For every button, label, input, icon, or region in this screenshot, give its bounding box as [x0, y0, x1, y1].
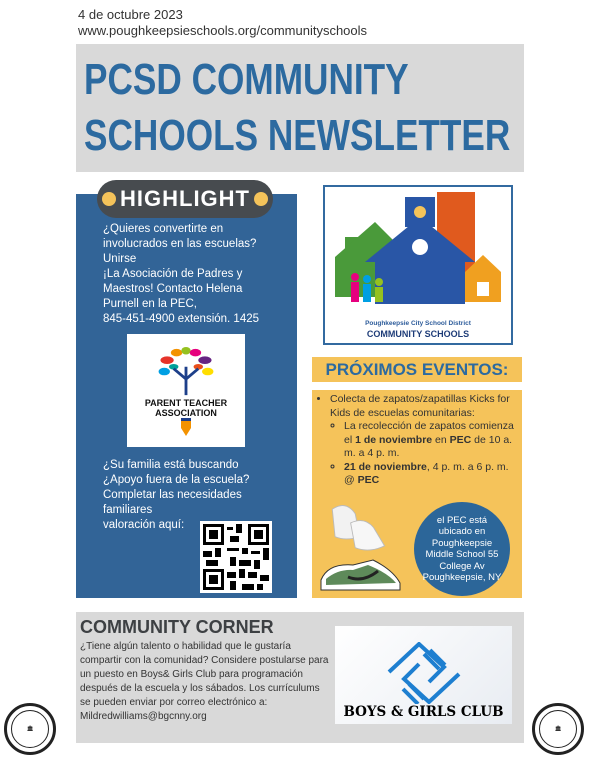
- text-line: ¿Quieres convertirte en: [103, 223, 224, 235]
- district-seal-left: [4, 703, 56, 755]
- event-item: [330, 393, 521, 488]
- seal-icon: 🏛: [11, 710, 49, 748]
- highlight-badge: [97, 180, 273, 218]
- community-corner-heading: COMMUNITY CORNER: [80, 617, 274, 637]
- text-line: familiares: [103, 504, 153, 516]
- page-title: [84, 52, 511, 164]
- dot-icon: [102, 192, 116, 206]
- location: PEC: [449, 433, 472, 446]
- text-line: 845-451-4900 extensión. 1425: [103, 313, 260, 325]
- text-line: ¿Su familia está buscando: [103, 459, 239, 471]
- school-building-icon: [325, 187, 511, 317]
- date: 1 de noviembre: [355, 433, 433, 446]
- text-line: Purnell en la PEC,: [103, 298, 197, 310]
- white-sneakers-image: [325, 500, 390, 555]
- location: PEC: [357, 474, 380, 486]
- text-line: Maestros! Contacto Helena: [103, 283, 243, 295]
- community-schools-logo: [323, 185, 513, 345]
- text-line: Completar las necesidades: [103, 489, 242, 501]
- highlight-label: HIGHLIGHT: [120, 186, 250, 211]
- pta-line-1: PARENT TEACHER: [144, 397, 228, 408]
- handshake-icon: [384, 642, 464, 704]
- pta-logo: [127, 334, 245, 447]
- text-line: valoración aquí:: [103, 519, 185, 531]
- location-badge: el PEC está ubicado en Poughkeepsie Middle School 55 College Av Poughkeepsie, NY: [414, 502, 510, 596]
- website-url[interactable]: www.poughkeepsieschools.org/communityschools: [78, 23, 368, 38]
- body-text: ¿Tiene algún talento o habilidad que le gustaría compartir con la comunidad? Considere postularse para un puesto en Boys& Girls Club para programación después de la escuela y los sábados. Los currículums se pueden enviar por correo electrónico a:: [80, 641, 329, 708]
- text: en: [432, 433, 450, 446]
- text: La recolección de zapatos comienza el: [344, 420, 514, 446]
- text-line: involucrados en las escuelas?: [103, 238, 257, 250]
- pta-tree-icon: [151, 346, 221, 398]
- seal-icon: 🏛: [539, 710, 577, 748]
- title-line-2: SCHOOLS NEWSLETTER: [84, 111, 511, 160]
- program-name: COMMUNITY SCHOOLS: [366, 329, 470, 339]
- time: , 4 p. m. a 6 p. m. @: [344, 460, 509, 486]
- text-line: Unirse: [103, 253, 137, 265]
- events-list: [316, 393, 521, 488]
- boys-girls-club-logo: [335, 626, 512, 724]
- newsletter-date: 4 de octubre 2023: [78, 7, 183, 22]
- pencil-icon: [179, 418, 193, 436]
- bgc-logo-text: BOYS & GIRLS CLUB: [343, 704, 504, 720]
- event-detail: [344, 461, 521, 488]
- title-line-1: PCSD COMMUNITY: [84, 55, 409, 104]
- events-heading: PRÓXIMOS EVENTOS:: [312, 357, 522, 382]
- district-name: Poughkeepsie City School District: [365, 320, 471, 327]
- time: de 10 a. m. a 4 p. m.: [344, 433, 513, 459]
- date: 21 de noviembre: [344, 460, 427, 473]
- pta-line-2: ASSOCIATION: [155, 407, 217, 418]
- text-line: ¡La Asociación de Padres y: [103, 268, 243, 280]
- community-corner-text: [80, 640, 330, 724]
- district-seal-right: [532, 703, 584, 755]
- qr-code[interactable]: [200, 521, 272, 593]
- dot-icon: [254, 192, 268, 206]
- text-line: ¿Apoyo fuera de la escuela?: [103, 474, 250, 486]
- green-sneaker-image: [318, 555, 403, 595]
- event-title: Colecta de zapatos/zapatillas Kicks for Kids de escuelas comunitarias:: [330, 393, 510, 419]
- event-detail: [344, 420, 521, 461]
- highlight-text: [103, 222, 297, 327]
- email-link[interactable]: Mildredwilliams@bgcnny.org: [80, 711, 207, 722]
